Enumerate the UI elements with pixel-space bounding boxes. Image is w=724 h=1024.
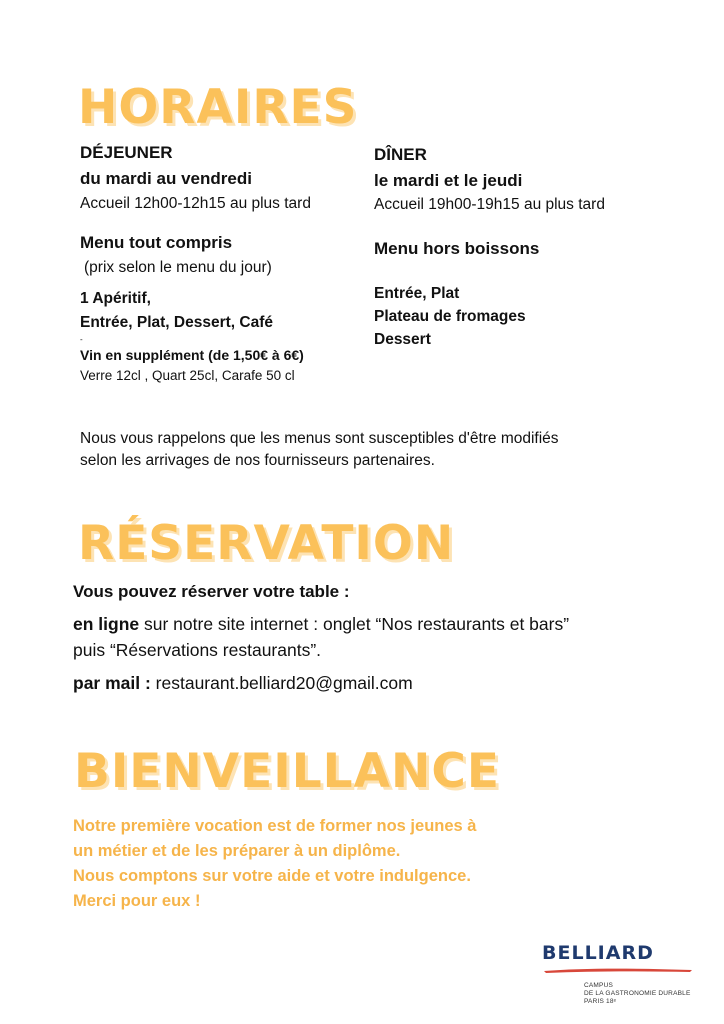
diner-title: DÎNER	[374, 145, 427, 164]
reservation-online-label: en ligne	[73, 614, 140, 634]
diner-days: le mardi et le jeudi	[374, 171, 523, 190]
menu-notice-line1: Nous vous rappelons que les menus sont susceptibles d'être modifiés	[80, 430, 559, 447]
dejeuner-items-line2: Entrée, Plat, Dessert, Café	[80, 314, 273, 331]
dejeuner-accueil: Accueil 12h00-12h15 au plus tard	[80, 195, 311, 212]
reservation-online-text2: puis “Réservations restaurants”.	[73, 640, 322, 660]
logo-sub1: CAMPUS	[584, 982, 614, 989]
dejeuner-dash: -	[80, 335, 83, 344]
bienveillance-line1: Notre première vocation est de former nos jeunes à	[73, 817, 477, 835]
dejeuner-days: du mardi au vendredi	[80, 169, 252, 188]
reservation-heading: RÉSERVATION	[78, 516, 455, 571]
reservation-intro: Vous pouvez réserver votre table :	[73, 582, 350, 601]
logo-sub2: DE LA GASTRONOMIE DURABLE	[584, 990, 691, 997]
horaires-heading: HORAIRES	[78, 80, 358, 135]
reservation-mail-line	[73, 670, 413, 696]
diner-items-line1: Entrée, Plat	[374, 285, 460, 302]
logo-sub3: PARIS 18ᵉ	[584, 998, 617, 1005]
dejeuner-wine-sizes: Verre 12cl , Quart 25cl, Carafe 50 cl	[80, 368, 295, 383]
diner-accueil: Accueil 19h00-19h15 au plus tard	[374, 196, 605, 213]
belliard-logo	[542, 940, 702, 1010]
bienveillance-line4: Merci pour eux !	[73, 892, 201, 910]
reservation-mail-label: par mail :	[73, 673, 151, 693]
dejeuner-menu-note: (prix selon le menu du jour)	[84, 259, 272, 276]
dejeuner-items-line1: 1 Apéritif,	[80, 290, 151, 307]
bienveillance-line2: un métier et de les préparer à un diplôme.	[73, 842, 401, 860]
menu-notice-line2: selon les arrivages de nos fournisseurs partenaires.	[80, 452, 435, 469]
bienveillance-line3: Nous comptons sur votre aide et votre indulgence.	[73, 867, 471, 885]
diner-items-line3: Dessert	[374, 331, 431, 348]
logo-brush-stroke	[542, 966, 694, 974]
reservation-online-line	[73, 611, 569, 637]
dejeuner-wine-title: Vin en supplément (de 1,50€ à 6€)	[80, 347, 304, 363]
reservation-online-text: sur notre site internet : onglet “Nos restaurants et bars”	[139, 614, 570, 634]
dejeuner-title: DÉJEUNER	[80, 143, 173, 162]
diner-menu-title: Menu hors boissons	[374, 239, 540, 258]
reservation-mail-address[interactable]: restaurant.belliard20@gmail.com	[150, 673, 413, 693]
logo-name: BELLIARD	[542, 942, 654, 964]
dejeuner-menu-title: Menu tout compris	[80, 233, 233, 252]
diner-items-line2: Plateau de fromages	[374, 308, 526, 325]
bienveillance-heading: BIENVEILLANCE	[74, 744, 500, 799]
